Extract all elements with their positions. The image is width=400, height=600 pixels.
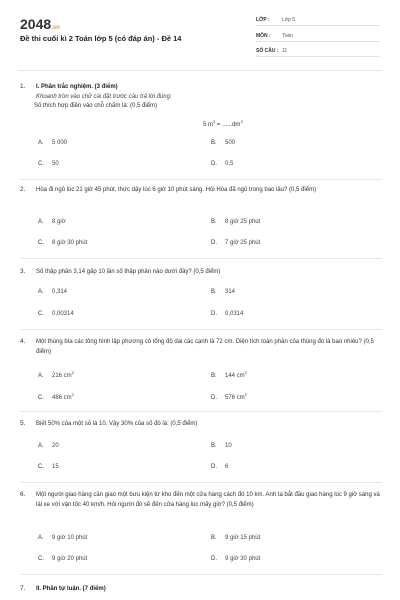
option-c[interactable]: C. 15 xyxy=(38,464,59,470)
site-logo[interactable] xyxy=(20,16,60,32)
option-c[interactable]: C. 50 xyxy=(38,161,59,167)
section-heading: II. Phần tự luận. (7 điểm) xyxy=(36,586,106,592)
question-divider xyxy=(20,482,382,483)
question-number: 2. xyxy=(20,186,26,193)
question-text xyxy=(36,186,380,196)
question-divider xyxy=(20,329,382,330)
question-divider xyxy=(20,258,382,259)
option-d[interactable]: D. 0,0314 xyxy=(211,311,244,317)
meta-count xyxy=(256,45,380,57)
option-c[interactable]: C. 9 giờ 20 phút xyxy=(38,556,88,562)
option-b[interactable]: B. 144 $cm^2$ xyxy=(211,370,247,379)
option-c[interactable]: C. 0,00314 xyxy=(38,311,74,317)
question-number: 1. xyxy=(20,83,26,90)
question-body: Một thùng bìa các tông hình lập phương có tổng độ dài các cạnh là 72 cm. Diện tích toàn phần của thùng đó là bao nhiêu? (0,5 điểm) xyxy=(36,339,374,355)
option-d[interactable]: D. 6 xyxy=(211,464,229,470)
exam-title: Đề thi cuối kì 2 Toán lớp 5 (có đáp án) - Đề 14 xyxy=(20,34,182,43)
option-a[interactable]: A. 8 giờ xyxy=(38,219,66,225)
meta-subject xyxy=(256,30,380,42)
question-number: 4. xyxy=(20,338,26,345)
logo-main: 2048 xyxy=(20,16,52,32)
question-number: 6. xyxy=(20,491,26,498)
question-text xyxy=(36,585,380,595)
question-divider xyxy=(20,179,382,180)
question-text xyxy=(36,420,380,430)
question-text xyxy=(36,268,380,278)
option-d[interactable]: D. 9 giờ 30 phút xyxy=(211,556,261,562)
question-text xyxy=(36,491,380,510)
option-a[interactable]: A. 216 $cm^2$ xyxy=(38,370,74,379)
option-b[interactable]: B. 314 xyxy=(211,289,236,295)
section-heading: I. Phần trắc nghiệm. (3 điểm) xyxy=(36,84,118,90)
option-b[interactable]: B. 8 giờ 25 phút xyxy=(211,219,261,225)
option-a[interactable]: A. 5 000 xyxy=(38,140,68,146)
option-a[interactable]: A. 0,314 xyxy=(38,289,68,295)
question-line: Số thích hợp điền vào chỗ chấm là: (0,5 điểm) xyxy=(34,103,157,109)
instruction: Khoanh tròn vào chữ cái đặt trước câu trả lời đúng: xyxy=(36,93,172,100)
meta-subject-key: MÔN : xyxy=(256,33,271,39)
option-a[interactable]: A. 20 xyxy=(38,443,59,449)
meta-subject-value: Toán xyxy=(282,33,293,39)
option-b[interactable]: B. 500 xyxy=(211,140,236,146)
question-number: 7. xyxy=(20,585,26,592)
option-c[interactable]: C. 8 giờ 30 phút xyxy=(38,240,88,246)
option-d[interactable]: D. 0,5 xyxy=(211,161,234,167)
meta-class xyxy=(256,14,380,26)
question-divider xyxy=(20,574,382,575)
header-divider xyxy=(18,70,382,71)
meta-count-key: SỐ CÂU : xyxy=(256,48,279,54)
question-text xyxy=(36,83,380,112)
fill-expression: 5 $m^3 = ......dm^3$ xyxy=(203,119,243,128)
option-b[interactable]: B. 10 xyxy=(211,443,232,449)
question-text xyxy=(36,338,380,357)
question-body: Số thập phân 3,14 gấp 10 lần số thập phân nào dưới đây? (0,5 điểm) xyxy=(36,269,221,275)
option-a[interactable]: A. 9 giờ 10 phút xyxy=(38,535,88,541)
option-d[interactable]: D. 7 giờ 25 phút xyxy=(211,240,261,246)
option-c[interactable]: C. 486 $cm^2$ xyxy=(38,392,74,401)
option-b[interactable]: B. 9 giờ 15 phút xyxy=(211,535,261,541)
option-d[interactable]: D. 576 $cm^2$ xyxy=(211,392,247,401)
question-number: 3. xyxy=(20,268,26,275)
meta-class-key: LỚP : xyxy=(256,17,270,23)
question-number: 5. xyxy=(20,420,26,427)
question-body: Biết 50% của một số là 10. Vậy 30% của số đó là: (0,5 điểm) xyxy=(36,421,198,427)
question-body: Hòa đi ngủ lúc 21 giờ 45 phút, thức dậy lúc 6 giờ 10 phút sáng. Hỏi Hòa đã ngủ trong bao lâu? (0,5 điểm) xyxy=(36,187,317,193)
meta-class-value: Lớp 5 xyxy=(282,17,296,23)
logo-suffix: .vn xyxy=(51,25,60,31)
question-body: Một người giao hàng cần giao một bưu kiện từ kho đến một cửa hàng cách đó 10 km. Anh ta bắt đầu giao hàng lúc 9 giờ sáng và lái xe với vận tốc 40 km/h. Hỏi người đó sẽ đến cửa hàng lúc mấy giờ? (0,5 điểm) xyxy=(36,492,380,508)
meta-count-value: 11 xyxy=(282,48,288,54)
question-divider xyxy=(20,411,382,412)
